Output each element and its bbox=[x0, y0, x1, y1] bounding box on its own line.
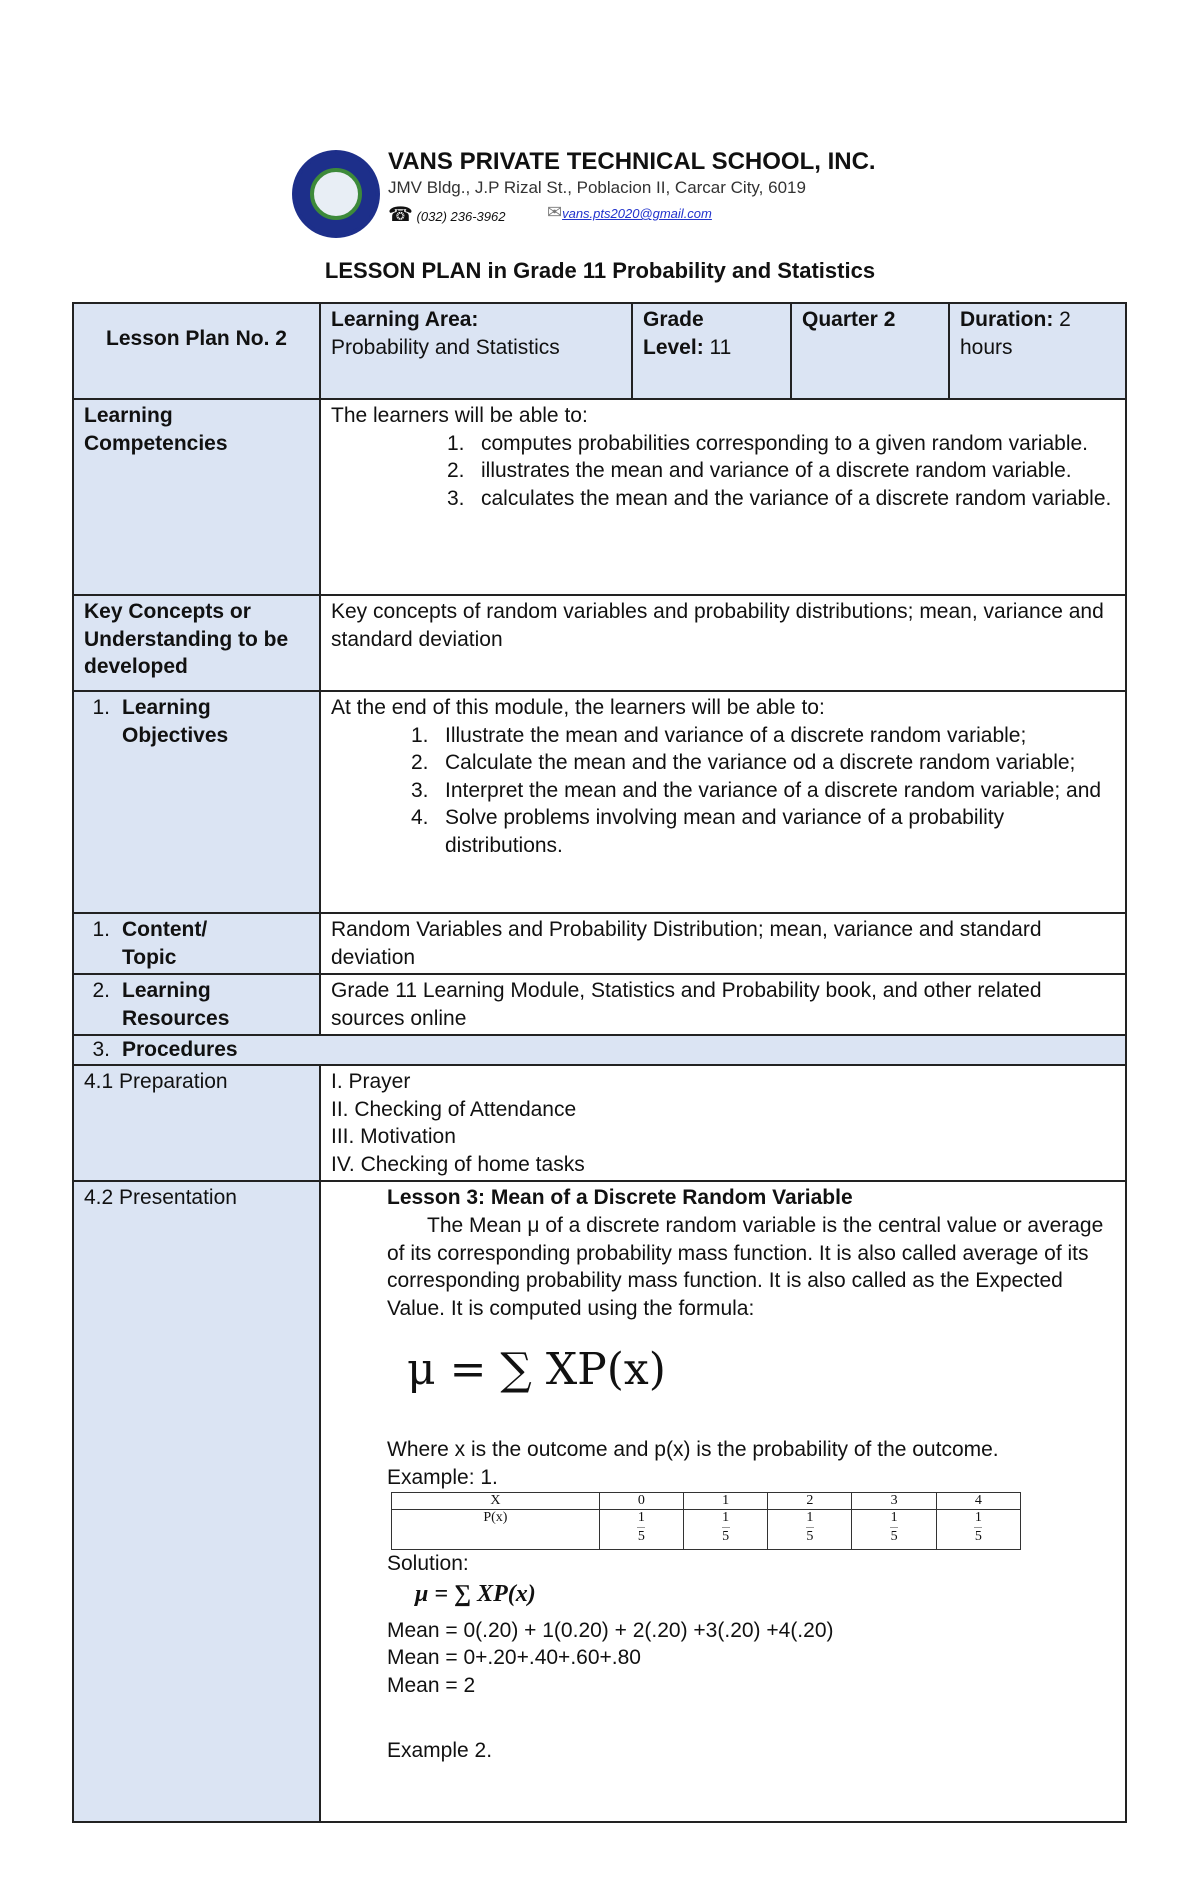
list-item: 1. Illustrate the mean and variance of a discrete random variable; bbox=[411, 723, 1027, 747]
email-link[interactable]: vans.pts2020@gmail.com bbox=[562, 206, 712, 221]
px-value: 1 5 bbox=[936, 1509, 1020, 1549]
competencies-row bbox=[73, 399, 1126, 595]
letterhead bbox=[292, 148, 912, 243]
list-item: 4. Solve problems involving mean and variance of a probability distributions. bbox=[411, 806, 1005, 857]
solution-step: Mean = 0(.20) + 1(0.20) + 2(.20) +3(.20) +4(.20) bbox=[387, 1618, 834, 1642]
px-header: P(x) bbox=[392, 1509, 600, 1549]
grade-label: Grade bbox=[643, 308, 704, 331]
procedures-label: Procedures bbox=[122, 1038, 238, 1062]
solution-step: Mean = 0+.20+.40+.60+.80 bbox=[387, 1646, 641, 1670]
page-title: LESSON PLAN in Grade 11 Probability and Statistics bbox=[324, 258, 876, 283]
key-concepts-row bbox=[73, 595, 1126, 691]
example-1-label: Example: 1. bbox=[387, 1465, 498, 1489]
list-item: 2. Calculate the mean and the variance od a discrete random variable; bbox=[411, 751, 1076, 775]
list-item: I. Prayer bbox=[331, 1069, 411, 1093]
objectives-intro: At the end of this module, the learners will be able to: bbox=[331, 696, 825, 719]
quarter: Quarter 2 bbox=[802, 308, 896, 331]
example-2-label: Example 2. bbox=[387, 1739, 493, 1763]
px-value: 1 5 bbox=[768, 1509, 852, 1549]
list-item: IV. Checking of home tasks bbox=[331, 1152, 585, 1176]
key-concepts-text: Key concepts of random variables and probability distributions; mean, variance and standard deviation bbox=[320, 595, 1126, 691]
duration-label: Duration: bbox=[960, 308, 1054, 331]
px-value: 1 5 bbox=[599, 1509, 683, 1549]
lesson-paragraph: The Mean μ of a discrete random variable is the central value or average of its corresponding probability mass function. It is also called average of its corresponding probability mass function. It is also called as the Expected Value. It is computed using the formula: bbox=[387, 1213, 1104, 1320]
objectives-row bbox=[73, 691, 1126, 913]
objectives-number: 1. bbox=[92, 696, 110, 719]
level-label: Level: bbox=[643, 335, 704, 359]
objectives-list bbox=[331, 722, 1115, 860]
solution-label: Solution: bbox=[387, 1551, 469, 1575]
school-address: JMV Bldg., J.P Rizal St., Poblacion II, Carcar City, 6019 bbox=[388, 178, 806, 197]
presentation-label: 4.2 Presentation bbox=[73, 1181, 320, 1822]
duration-value: 2 hours bbox=[960, 308, 1071, 359]
school-phone: ☎ (032) 236-3962 bbox=[388, 204, 506, 226]
grade-value: 11 bbox=[703, 335, 732, 359]
content-label: Content/ Topic bbox=[122, 918, 208, 969]
content-number: 1. bbox=[92, 918, 110, 941]
school-email bbox=[547, 202, 712, 223]
preparation-row bbox=[73, 1065, 1126, 1181]
resources-text: Grade 11 Learning Module, Statistics and Probability book, and other related sources online bbox=[320, 974, 1126, 1035]
envelope-icon: ✉ bbox=[547, 202, 563, 222]
x-value: 3 bbox=[852, 1492, 936, 1509]
learning-area-label: Learning Area: bbox=[331, 308, 479, 331]
probability-table bbox=[391, 1492, 1021, 1550]
school-name: VANS PRIVATE TECHNICAL SCHOOL, INC. bbox=[388, 148, 876, 175]
presentation-row bbox=[73, 1181, 1126, 1822]
formula-explanation: Where x is the outcome and p(x) is the probability of the outcome. bbox=[387, 1438, 999, 1462]
preparation-list bbox=[320, 1065, 1126, 1181]
list-item: 3. calculates the mean and the variance of a discrete random variable. bbox=[447, 486, 1112, 510]
lesson-plan-table bbox=[72, 302, 1127, 1823]
procedures-number: 3. bbox=[92, 1038, 110, 1062]
objectives-label: Learning Objectives bbox=[122, 696, 229, 747]
x-value: 2 bbox=[768, 1492, 852, 1509]
list-item: II. Checking of Attendance bbox=[331, 1097, 577, 1121]
competencies-intro: The learners will be able to: bbox=[331, 404, 588, 427]
x-value: 1 bbox=[683, 1492, 767, 1509]
list-item: 2. illustrates the mean and variance of a discrete random variable. bbox=[447, 459, 1072, 483]
resources-label: Learning Resources bbox=[122, 979, 230, 1030]
list-item: 1. computes probabilities corresponding to a given random variable. bbox=[447, 431, 1089, 455]
mean-formula: μ = ∑ XP(x) bbox=[407, 1344, 666, 1396]
content-row bbox=[73, 913, 1126, 974]
solution-step: Mean = 2 bbox=[387, 1673, 476, 1697]
lesson-title: Lesson 3: Mean of a Discrete Random Variable bbox=[387, 1186, 853, 1210]
phone-icon: ☎ bbox=[388, 204, 413, 226]
competencies-label: Learning bbox=[84, 404, 173, 427]
px-value: 1 5 bbox=[683, 1509, 767, 1549]
list-item: III. Motivation bbox=[331, 1125, 456, 1149]
solution-formula: μ = ∑ XP(x) bbox=[415, 1581, 536, 1608]
key-concepts-label: Key Concepts or Understanding to be developed bbox=[84, 600, 289, 679]
content-text: Random Variables and Probability Distribution; mean, variance and standard deviation bbox=[320, 913, 1126, 974]
resources-number: 2. bbox=[92, 979, 110, 1003]
x-value: 4 bbox=[936, 1492, 1020, 1509]
header-row bbox=[73, 303, 1126, 399]
competencies-list bbox=[331, 430, 1115, 513]
competencies-label-2: Competencies bbox=[84, 431, 228, 455]
resources-row bbox=[73, 974, 1126, 1035]
preparation-label: 4.1 Preparation bbox=[73, 1065, 320, 1181]
x-header: X bbox=[392, 1492, 600, 1509]
px-value: 1 5 bbox=[852, 1509, 936, 1549]
list-item: 3. Interpret the mean and the variance of a discrete random variable; and bbox=[411, 778, 1102, 802]
x-value: 0 bbox=[599, 1492, 683, 1509]
procedures-row bbox=[73, 1035, 1126, 1065]
school-logo bbox=[292, 150, 380, 238]
learning-area-value: Probability and Statistics bbox=[331, 335, 560, 359]
lesson-plan-number: Lesson Plan No. 2 bbox=[106, 327, 287, 351]
